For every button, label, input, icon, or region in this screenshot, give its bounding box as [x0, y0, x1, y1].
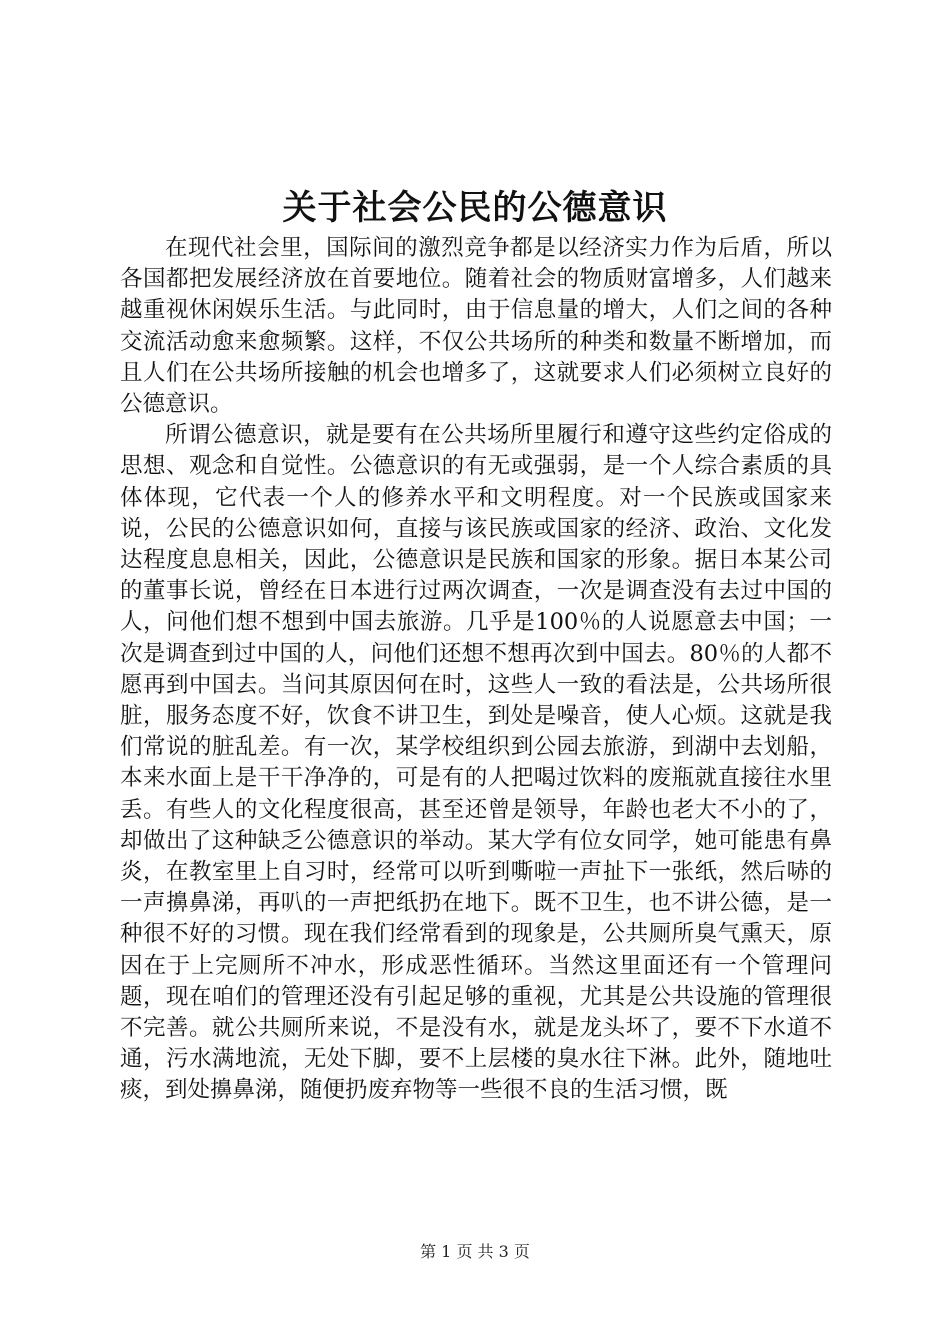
document-title: 关于社会公民的公德意识 [282, 188, 668, 228]
page-number-footer: 第 1 页 共 3 页 [420, 1242, 530, 1261]
paragraph-1: 在现代社会里，国际间的激烈竞争都是以经济实力作为后盾，所以各国都把发展经济放在首要地位。随着社会的物质财富增多，人们越来越重视休闲娱乐生活。与此同时，由于信息量的增大，人们之间的各种交流活动愈来愈频繁。这样，不仅公共场所的种类和数量不断增加，而且人们在公共场所接触的机会也增多了，这就要求人们必须树立良好的公德意识。 [120, 235, 832, 418]
paragraph-2: 所谓公德意识，就是要有在公共场所里履行和遵守这些约定俗成的思想、观念和自觉性。公德意识的有无或强弱，是一个人综合素质的具体体现，它代表一个人的修养水平和文明程度。对一个民族或国家来说，公民的公德意识如何，直接与该民族或国家的经济、政治、文化发达程度息息相关，因此，公德意识是民族和国家的形象。据日本某公司的董事长说，曾经在日本进行过两次调查，一次是调查没有去过中国的人，问他们想不想到中国去旅游。几乎是100％的人说愿意去中国；一次是调查到过中国的人，问他们还想不想再次到中国去。80％的人都不愿再到中国去。当问其原因何在时，这些人一致的看法是，公共场所很脏，服务态度不好，饮食不讲卫生，到处是噪音，使人心烦。这就是我们常说的脏乱差。有一次，某学校组织到公园去旅游，到湖中去划船，本来水面上是干干净净的，可是有的人把喝过饮料的废瓶就直接往水里丢。有些人的文化程度很高，甚至还曾是领导，年龄也老大不小的了，却做出了这种缺乏公德意识的举动。某大学有位女同学，她可能患有鼻炎，在教室里上自习时，经常可以听到嘶啦一声扯下一张纸，然后哧的一声擤鼻涕，再叭的一声把纸扔在地下。既不卫生，也不讲公德，是一种很不好的习惯。现在我们经常看到的现象是，公共厕所臭气熏天，原因在于上完厕所不冲水，形成恶性循环。当然这里面还有一个管理问题，现在咱们的管理还没有引起足够的重视，尤其是公共设施的管理很不完善。就公共厕所来说，不是没有水，就是龙头坏了，要不下水道不通，污水满地流，无处下脚，要不上层楼的臭水往下淋。此外，随地吐痰，到处擤鼻涕，随便扔废弃物等一些很不良的生活习惯，既 [120, 422, 832, 1104]
document-body [120, 233, 832, 1183]
